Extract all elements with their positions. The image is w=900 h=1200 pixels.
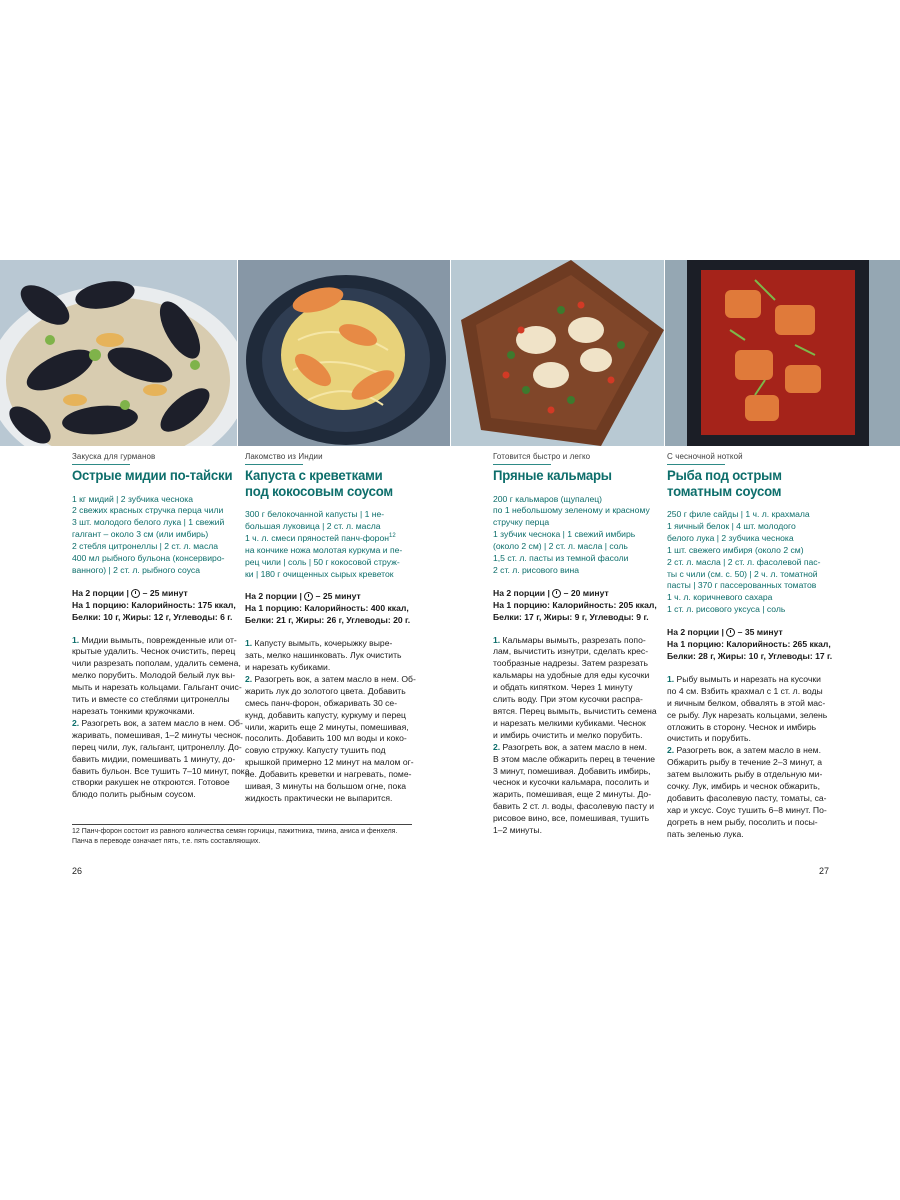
category-underline	[493, 464, 551, 465]
category-underline	[72, 464, 130, 465]
recipe-category: Закуска для гурманов	[72, 452, 156, 461]
category-underline	[245, 464, 303, 465]
recipe-fish	[667, 452, 833, 841]
portion-info: На 2 порции | – 20 минут На 1 порцию: Калорийность: 205 ккал, Белки: 17 г, Жиры: 9 г, Углеводы: 9 г.	[493, 587, 657, 622]
category-underline	[667, 464, 725, 465]
clock-icon	[726, 628, 735, 637]
recipe-mussels	[72, 452, 250, 801]
recipe-title: Пряные кальмары	[493, 467, 612, 483]
portion-info: На 2 порции | – 35 минут На 1 порцию: Калорийность: 265 ккал, Белки: 28 г, Жиры: 10 г, Углеводы: 17 г.	[667, 627, 833, 661]
recipe-category: Готовится быстро и легко	[493, 452, 591, 461]
portion-info: На 2 порции | – 25 минут На 1 порцию: Калорийность: 175 ккал, Белки: 10 г, Жиры: 12 г, Углеводы: 6 г.	[72, 587, 236, 622]
recipe-steps: 1. Кальмары вымыть, разрезать попо- лам, вычистить изнутри, сделать крес- тообразные надрезы. Затем разрезать кальмары на удобные для еды кусочки и обдать кипятком. Через 1 минуту слить воду. При этом кусочки распра- вятся. Перец вымыть, вычистить семена и нарезать мелкими кубиками. Чеснок и имбирь очистить и мелко порубить. 2. Разогреть вок, а затем масло в нем. В этом масле обжарить перец в течение 3 минут, помешивая. Добавить имбирь, чеснок и кусочки кальмара, посолить и жарить, помешивая, еще 2 минуты. До- бавить 2 ст. л. воды, фасолевую пасту и рисовое вино, все, помешивая, тушить 1–2 минуты.	[493, 634, 657, 836]
recipe-title: Острые мидии по-тайски	[72, 467, 233, 483]
ingredients-list: 1 кг мидий | 2 зубчика чеснока 2 свежих красных стручка перца чили 3 шт. молодого белого лука | 1 свежий галгант – около 3 см (или имбирь) 2 стебля цитронеллы | 2 ст. л. масла 400 мл рыбного бульона (консервиро- ванного) | 2 ст. л. рыбного соуса	[72, 493, 225, 575]
recipe-title: Рыба под острым томатным соусом	[667, 467, 782, 499]
page-number-right: 27	[819, 866, 830, 876]
squid-photo	[451, 260, 664, 446]
recipe-category: С чесночной ноткой	[667, 452, 743, 461]
mussels-photo	[0, 260, 237, 446]
ingredients-list: 250 г филе сайды | 1 ч. л. крахмала 1 яичный белок | 4 шт. молодого белого лука | 2 зубчика чеснока 1 шт. свежего имбиря (около 2 см) 2 ст. л. масла | 2 ст. л. фасолевой пас- ты с чили (см. с. 50) | 2 ч. л. томатной пасты | 370 г пассерованных томатов 1 ч. л. коричневого сахара 1 ст. л. рисового уксуса | соль	[667, 509, 821, 615]
page-number-left: 26	[72, 866, 83, 876]
recipe-cabbage-shrimp	[245, 452, 416, 805]
clock-icon	[304, 592, 313, 601]
recipe-steps: 1. Рыбу вымыть и нарезать на кусочки по 4 см. Взбить крахмал с 1 ст. л. воды и яичным белком, обвалять в этой мас- се рыбу. Лук нарезать кольцами, зелень отложить в сторону. Чеснок и имбирь очистить и порубить. 2. Разогреть вок, а затем масло в нем. Обжарить рыбу в течение 2–3 минут, а затем выложить рыбу в отдельную ми- сочку. Лук, имбирь и чеснок обжарить, добавить фасолевую пасту, томаты, са- хар и уксус. Соус тушить 6–8 минут. По- догреть в нем рыбу, посолить и посы- пать зеленью лука.	[667, 673, 828, 839]
recipe-title: Капуста с креветками под кокосовым соусом	[245, 467, 393, 499]
shrimp-cabbage-photo	[238, 260, 450, 446]
ingredients-list: 300 г белокочанной капусты | 1 не- большая луковица | 2 ст. л. масла 1 ч. л. смеси пряностей панч-форон$^{12}$ на кончике ножа молотая куркума и пе- рец чили | соль | 50 г кокосовой струж- ки | 180 г очищенных сырых креветок	[245, 509, 403, 579]
clock-icon	[131, 589, 140, 598]
recipe-steps: 1. Капусту вымыть, кочерыжку выре- зать, мелко нашинковать. Лук очистить и нарезать кубиками. 2. Разогреть вок, а затем масло в нем. Об- жарить лук до золотого цвета. Добавить смесь панч-форон, обжаривать 30 се- кунд, добавить капусту, куркуму и перец чили, жарить еще 2 минуты, помешивая, посолить. Добавить 100 мл воды и коко- совую стружку. Капусту тушить под крышкой примерно 12 минут на малом ог- не. Добавить креветки и нагревать, поме- шивая, 3 минуты на большом огне, пока жидкость практически не выпарится.	[245, 638, 416, 803]
recipe-steps: 1. Мидии вымыть, поврежденные или от- крытые удалить. Чеснок очистить, перец чили разрезать пополам, удалить семена, мелко порубить. Молодой белый лук вы- мыть и нарезать кольцами. Гальгант очис- тить и вместе со стеблями цитронеллы нарезать тонкими кружочками. 2. Разогреть вок, а затем масло в нем. Об- жаривать, помешивая, 1–2 минуты чеснок, перец чили, лук, гальгант, цитронеллу. До- бавить мидии, помешивать 1 минуту, до- бавить бульон. Все тушить 7–10 минут, пока створки ракушек не откроются. Готовое блюдо полить рыбным соусом.	[72, 634, 250, 800]
footnote-mark: 12	[388, 532, 396, 539]
portion-info: На 2 порции | – 25 минут На 1 порцию: Калорийность: 400 ккал, Белки: 21 г, Жиры: 26 г, Углеводы: 20 г.	[245, 591, 411, 626]
fish-tomato-photo	[665, 260, 900, 446]
clock-icon	[552, 589, 561, 598]
ingredients-list: 200 г кальмаров (щупалец) по 1 небольшому зеленому и красному стручку перца 1 зубчик чеснока | 1 свежий имбирь (около 2 см) | 2 ст. л. масла | соль 1,5 ст. л. пасты из темной фасоли 2 ст. л. рисового вина	[493, 493, 650, 575]
recipe-category: Лакомство из Индии	[245, 452, 323, 461]
footnote: 12 Панч-форон состоит из равного количества семян горчицы, пажитника, тмина, аниса и фенхеля. Панча в переводе означает пять, т.е. пять составляющих.	[72, 824, 412, 847]
recipe-squid	[493, 452, 655, 837]
